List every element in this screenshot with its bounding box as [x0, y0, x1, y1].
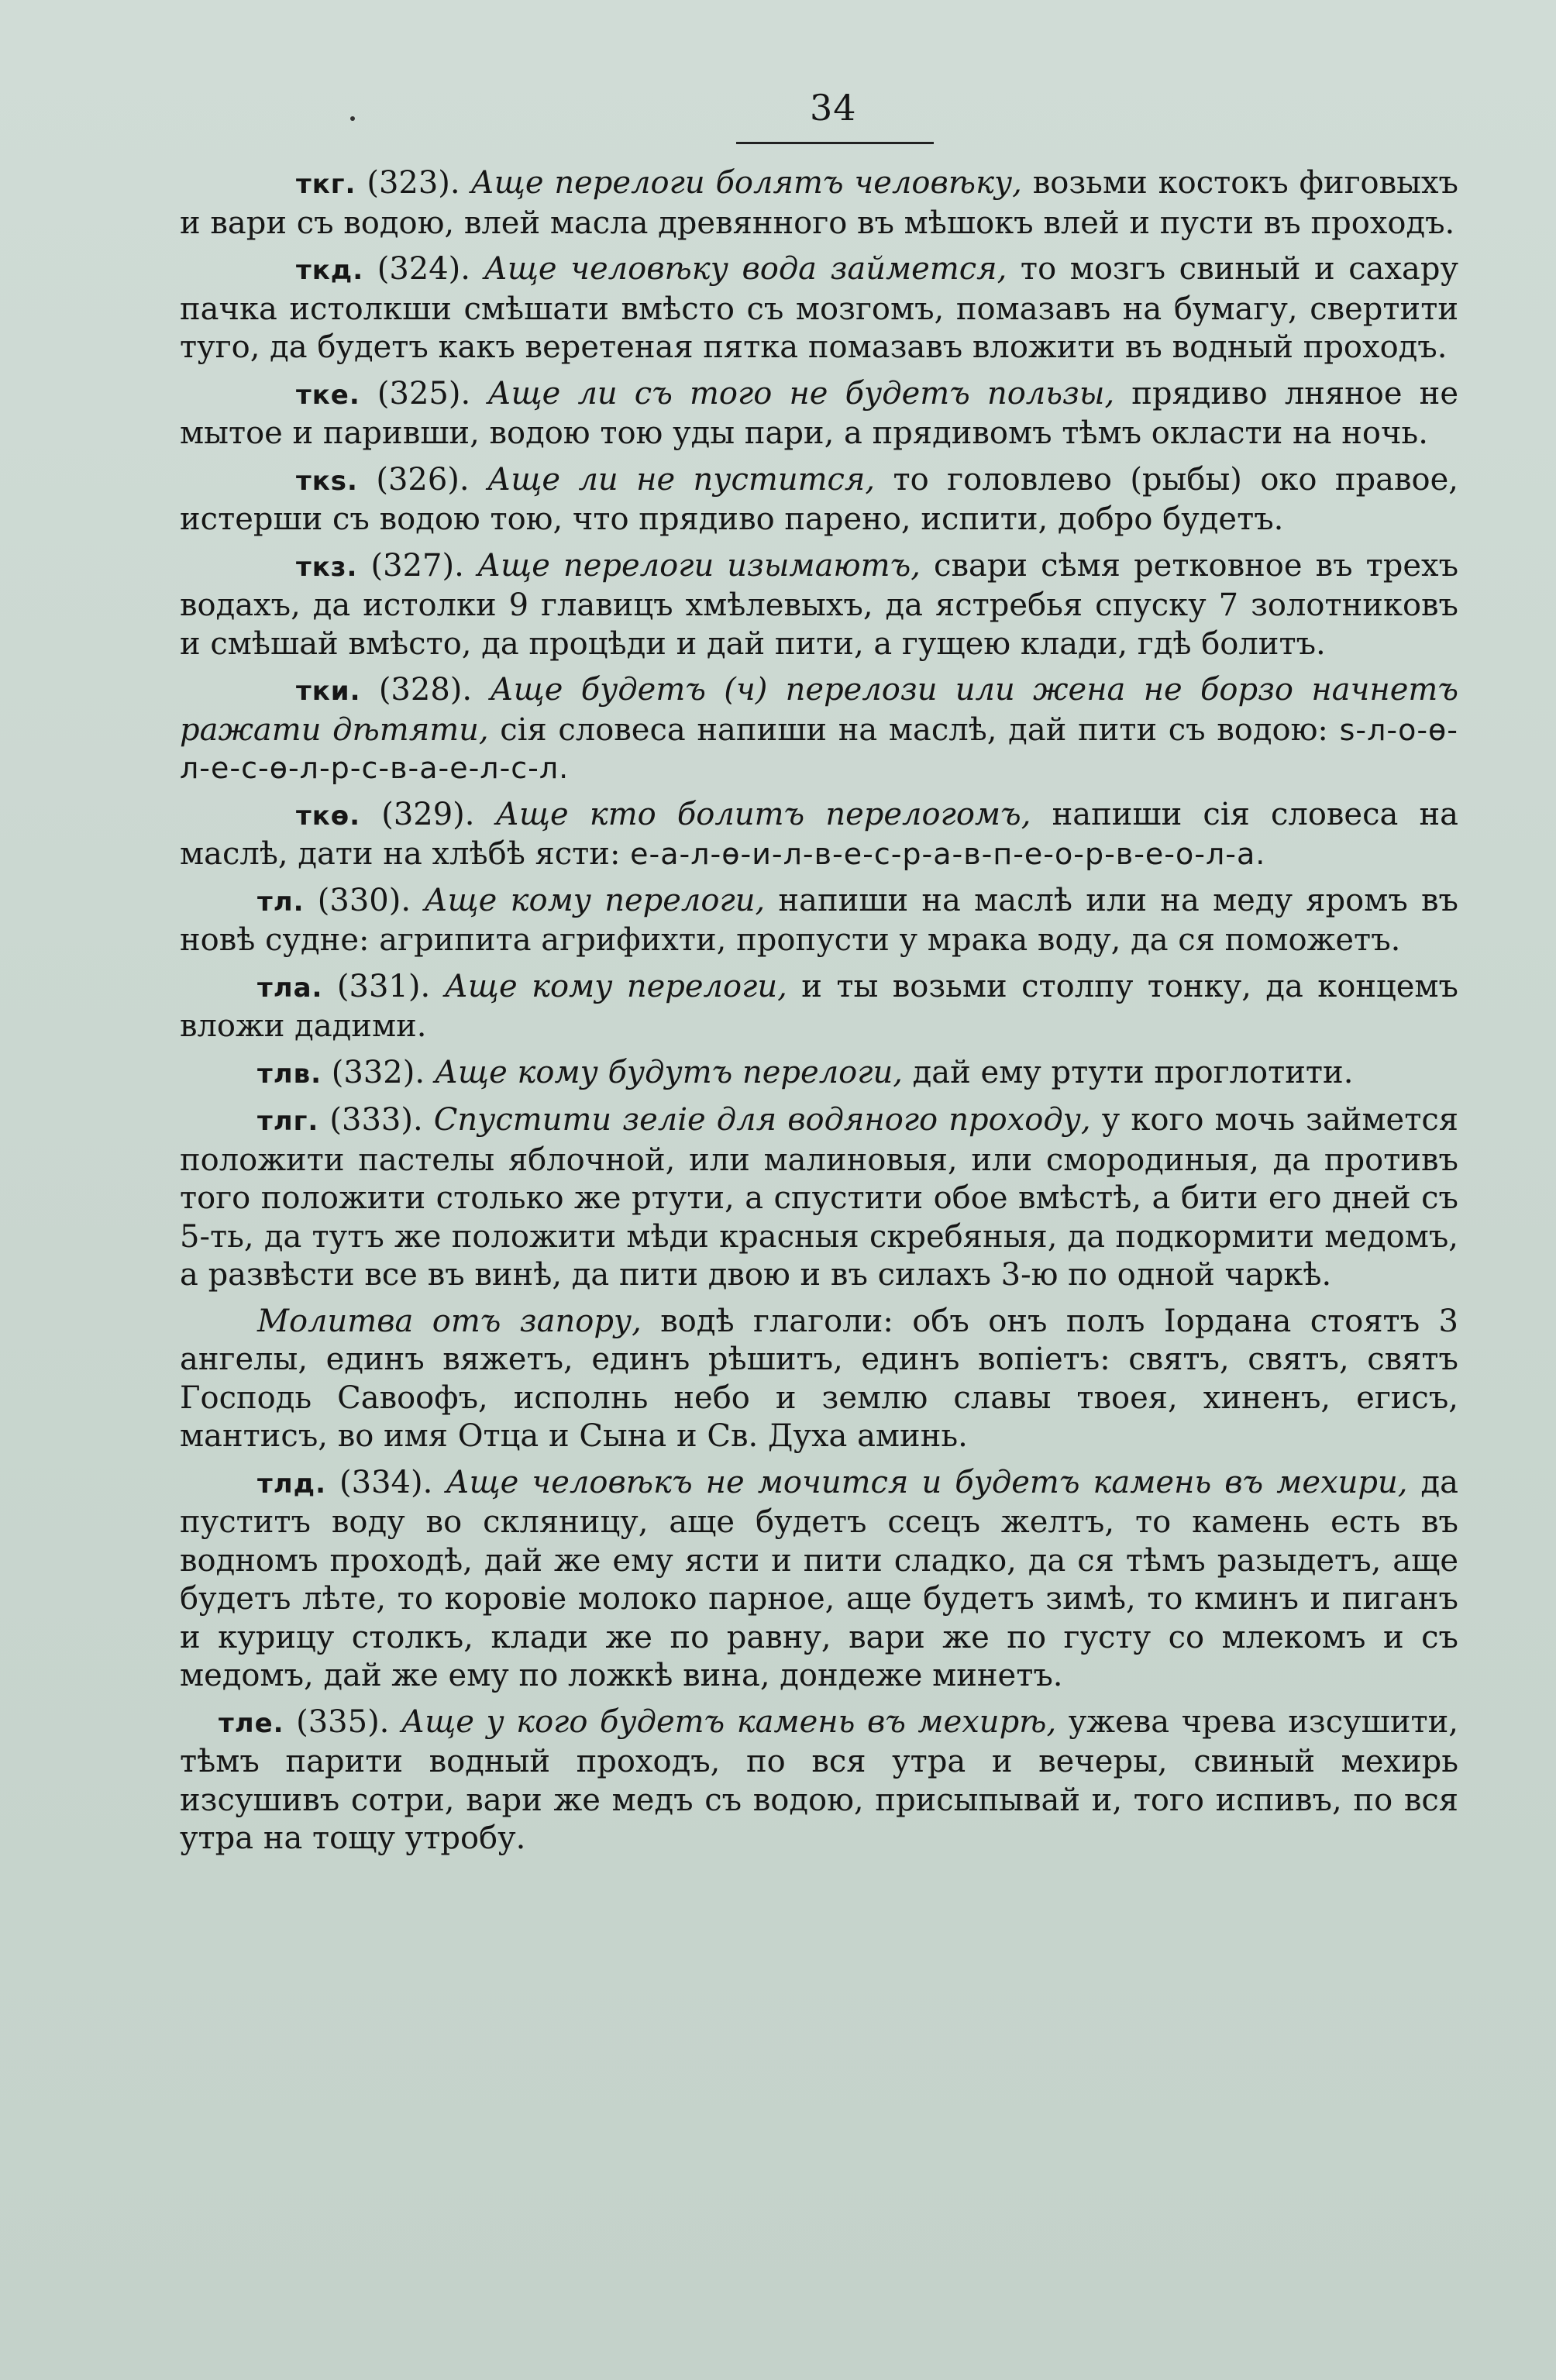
paragraph-title: Аще ли съ того не будетъ пользы, — [487, 375, 1115, 412]
paragraph-title: Аще человѣкъ не мочится и будетъ камень въ мехири, — [446, 1464, 1408, 1500]
paragraph-body: возьми костокъ фиговыхъ и вари съ водою, влей масла древянного въ мѣшокъ влей и пусти въ проходъ. — [180, 165, 1458, 241]
slavonic-number: ткд. — [296, 255, 364, 286]
paragraph-body: у кого мочь займется положити пастелы яблочной, или малиновыя, или смородиныя, да противъ того положити столько же ртути, а спустити обое вмѣстѣ, а бити его дней съ 5-ть, да тутъ же положити мѣди красныя скребяныя, да подкормити медомъ, а развѣсти все въ винѣ, да пити двою и въ силахъ 3-ю по одной чаркѣ. — [180, 1102, 1458, 1293]
paragraph-ref: (326). — [357, 461, 488, 498]
slavonic-number: ткг. — [296, 169, 356, 200]
paragraph-ref: (324). — [363, 251, 484, 287]
paragraph-body: дай ему ртути проглотити. — [902, 1054, 1354, 1090]
paragraph-title: Аще у кого будетъ камень въ мехирѣ, — [401, 1703, 1057, 1740]
ink-dot — [350, 116, 355, 121]
header-rule — [736, 142, 934, 144]
slavonic-number: тки. — [296, 676, 361, 707]
paragraph-ref: (332). — [322, 1054, 435, 1090]
paragraph-body: да пуститъ воду во скляницу, аще будетъ ссецъ желтъ, то камень есть въ водномъ проходѣ, дай же ему ясти и пити сладко, да ся тѣмъ разыдетъ, аще будетъ лѣте, то коровie молоко парное, аще будетъ зимѣ, то кминъ и пиганъ и курицу столкъ, клади же по равну, вари же по густу со млекомъ и съ медомъ, дай же ему по ложкѣ вина, дондеже минетъ. — [180, 1464, 1458, 1693]
main-text — [180, 164, 1458, 1866]
paragraph-329 — [180, 796, 1458, 874]
paragraph-title: Аще ли не пустится, — [487, 461, 876, 498]
slavonic-formula: ѕ-л-о-ѳ-л-е-с-ѳ-л-р-с-в-а-е-л-с-л. — [180, 712, 1459, 785]
paragraph-ref: (330). — [304, 882, 425, 918]
paragraph-326 — [180, 461, 1458, 539]
paragraph-body: то мозгъ свиный и сахару пачка истолкши смѣшати вмѣсто съ мозгомъ, помазавъ на бумагу, свертити туго, да будетъ какъ веретеная пятка помазавъ вложити въ водный проходъ. — [180, 251, 1458, 365]
slavonic-number: тле. — [219, 1707, 284, 1739]
slavonic-formula: е-а-л-ѳ-и-л-в-е-с-р-а-в-п-е-о-р-в-е-о-л-а. — [630, 837, 1266, 871]
slavonic-number: тлд. — [257, 1468, 326, 1500]
paragraph-323 — [180, 164, 1458, 243]
paragraph-ref: (328). — [360, 672, 491, 708]
paragraph-body: и ты возьми столпу тонку, да концемъ вложи дадими. — [180, 968, 1458, 1044]
paragraph-ref: (327). — [357, 547, 477, 584]
paragraph-body: свари сѣмя ретковное въ трехъ водахъ, да истолки 9 главицъ хмѣлевыхъ, да ястребья спуску 7 золотниковъ и смѣшай вмѣсто, да процѣди и дай пити, а гущею клади, гдѣ болитъ. — [180, 547, 1459, 662]
slavonic-number: ткѳ. — [296, 800, 361, 832]
paragraph-335 — [180, 1703, 1458, 1858]
paragraph-body: то головлево (рыбы) око правое, истерши съ водою тою, что прядиво парено, испити, добро будетъ. — [180, 461, 1458, 537]
paragraph-body: водѣ глаголи: объ онъ полъ Іордана стоятъ 3 ангелы, единъ вяжетъ, единъ рѣшитъ, единъ вопіетъ: святъ, святъ, святъ Господь Савоофъ, исполнь небо и землю славы твоея, хиненъ, егисъ, мантисъ, во имя Отца и Сына и Св. Духа аминь. — [180, 1303, 1458, 1454]
paragraph-title: Аще кто болитъ перелогомъ, — [495, 796, 1031, 832]
slavonic-number: тке. — [296, 379, 360, 411]
paragraph-ref: (331). — [322, 968, 445, 1004]
paragraph-324 — [180, 250, 1458, 367]
paragraph-333 — [180, 1101, 1458, 1295]
paragraph-title: Аще перелоги болятъ человѣку, — [470, 165, 1022, 201]
slavonic-number: тла. — [257, 972, 323, 1004]
paragraph-325 — [180, 375, 1458, 453]
paragraph-title: Аще кому перелоги, — [444, 968, 787, 1004]
paragraph-ref: (329). — [360, 796, 496, 832]
paragraph-ref: (325). — [360, 375, 488, 412]
paragraph-ref: (333). — [318, 1102, 434, 1138]
paragraph-body: напиши на маслѣ или на меду яромъ въ новѣ судне: агрипита агрифихти, пропусти у мрака воду, да ся поможетъ. — [180, 882, 1459, 958]
page-number: 34 — [810, 87, 857, 129]
paragraph-title: Аще человѣку вода займется, — [484, 251, 1007, 287]
slavonic-number: тл. — [257, 886, 305, 918]
paragraph-ref: (334). — [325, 1464, 446, 1500]
paragraph-ref: (335). — [284, 1703, 401, 1740]
slavonic-number: ткз. — [296, 551, 358, 583]
paragraph-title: Аще будетъ (ч) перелози или жена не борзо начнетъ ражати дѣтяти, — [180, 672, 1459, 748]
paragraph-title: Аще кому перелоги, — [424, 882, 766, 918]
paragraph-332 — [180, 1054, 1458, 1094]
paragraph-330 — [180, 882, 1458, 960]
paragraph-title: Аще кому будутъ перелоги, — [434, 1054, 903, 1090]
paragraph-title: Молитва отъ запору, — [257, 1303, 642, 1339]
paragraph-body: напиши сія словеса на маслѣ, дати на хлѣбѣ ясти: — [180, 796, 1459, 872]
paragraph-body: сія словеса напиши на маслѣ, дай пити съ водою: — [488, 711, 1340, 748]
paragraph-body: прядиво лняное не мытое и паривши, водою тою уды пари, а прядивомъ тѣмъ окласти на ночь. — [180, 375, 1459, 451]
paragraph-body: ужева чрева изсушити, тѣмъ парити водный проходъ, по вся утра и вечеры, свиный мехирь изсушивъ сотри, вари же медъ съ водою, присыпывай и, того испивъ, по вся утра на тощу утробу. — [180, 1703, 1458, 1856]
slavonic-number: тлв. — [257, 1058, 322, 1090]
paragraph-331 — [180, 968, 1458, 1046]
paragraph-327 — [180, 547, 1458, 664]
paragraph-ref: (323). — [356, 165, 471, 201]
paragraph-334 — [180, 1464, 1458, 1696]
paragraph-328 — [180, 671, 1458, 788]
slavonic-number: тлг. — [257, 1106, 319, 1137]
paragraph-title: Аще перелоги изымаютъ, — [477, 547, 921, 584]
prayer-paragraph — [180, 1303, 1458, 1456]
slavonic-number: ткѕ. — [296, 465, 358, 497]
paragraph-title: Спустити зелie для водяного проходу, — [433, 1102, 1091, 1138]
